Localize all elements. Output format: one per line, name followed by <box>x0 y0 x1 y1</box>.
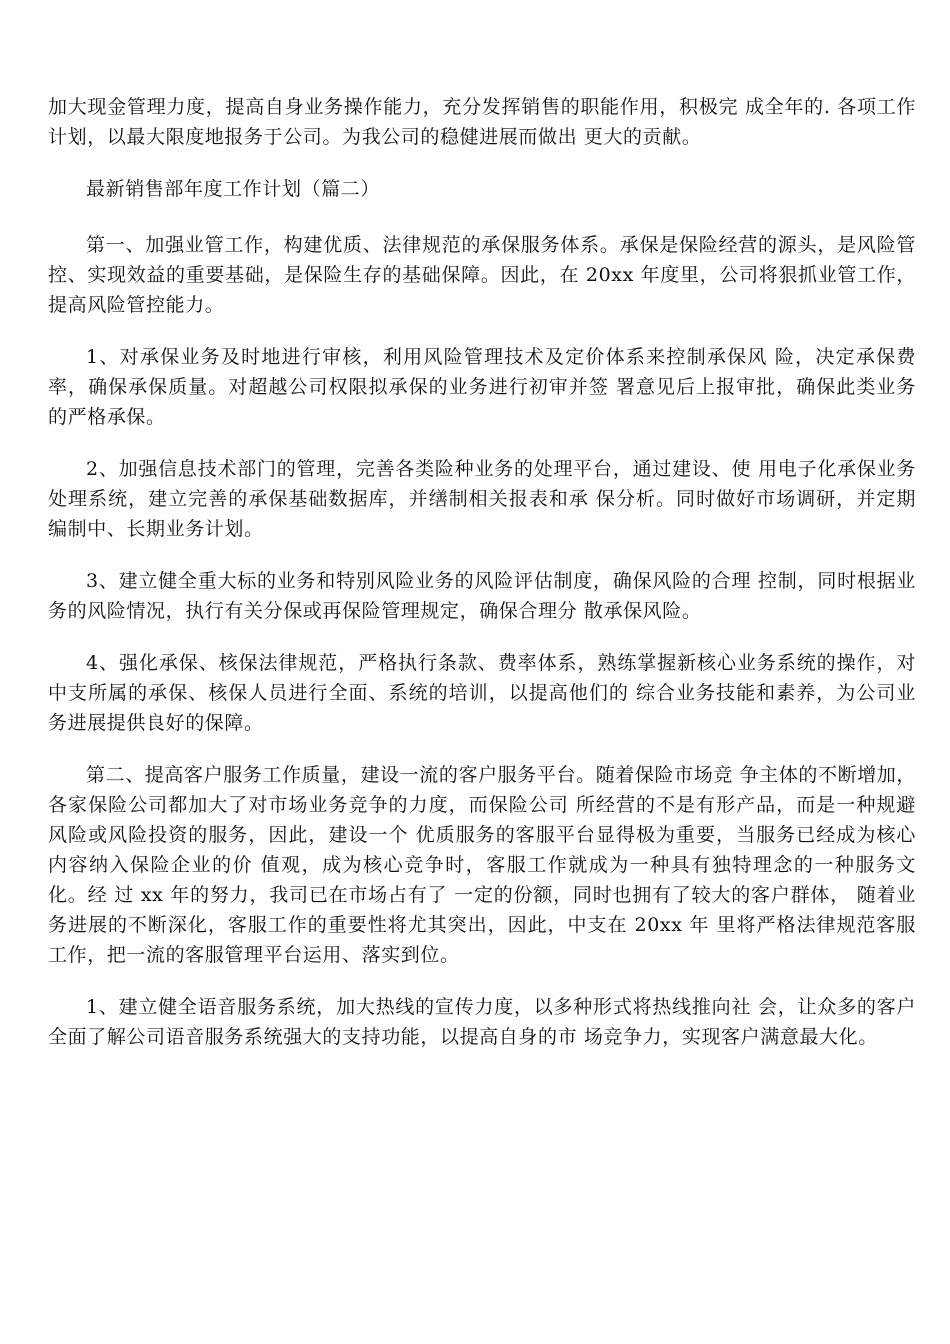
paragraph-item-3: 3、建立健全重大标的业务和特别风险业务的风险评估制度，确保风险的合理 控制，同时根据业务的风险情况，执行有关分保或再保险管理规定，确保合理分 散承保风险。 <box>48 570 916 622</box>
paragraph-part-two-item-1: 1、建立健全语音服务系统，加大热线的宣传力度，以多种形式将热线推向社 会，让众多的客户全面了解公司语音服务系统强大的支持功能，以提高自身的市 场竞争力，实现客户满意最大化。 <box>48 996 916 1048</box>
paragraph-item-2: 2、加强信息技术部门的管理，完善各类险种业务的处理平台，通过建设、使 用电子化承保业务处理系统，建立完善的承保基础数据库，并缮制相关报表和承 保分析。同时做好市场调研，并定期编制中、长期业务计划。 <box>48 458 916 540</box>
section-heading: 最新销售部年度工作计划（篇二） <box>86 178 381 200</box>
paragraph-item-4: 4、强化承保、核保法律规范，严格执行条款、费率体系，熟练掌握新核心业务系统的操作，对中支所属的承保、核保人员进行全面、系统的培训，以提高他们的 综合业务技能和素养，为公司业务进展提供良好的保障。 <box>48 652 916 734</box>
paragraph-part-one: 第一、加强业管工作，构建优质、法律规范的承保服务体系。承保是保险经营的源头，是风险管控、实现效益的重要基础，是保险生存的基础保障。因此，在 20xx 年度里，公司将狠抓业管工作，提高风险管控能力。 <box>48 234 916 316</box>
paragraph-item-1: 1、对承保业务及时地进行审核，利用风险管理技术及定价体系来控制承保风 险，决定承保费率，确保承保质量。对超越公司权限拟承保的业务进行初审并签 署意见后上报审批，确保此类业务的严格承保。 <box>48 346 916 428</box>
paragraph-continuation: 加大现金管理力度，提高自身业务操作能力，充分发挥销售的职能作用，积极完 成全年的. 各项工作计划，以最大限度地报务于公司。为我公司的稳健进展而做出 更大的贡献。 <box>48 96 916 148</box>
paragraph-part-two: 第二、提高客户服务工作质量，建设一流的客户服务平台。随着保险市场竞 争主体的不断增加，各家保险公司都加大了对市场业务竞争的力度，而保险公司 所经营的不是有形产品，而是一种规避风险或风险投资的服务，因此，建设一个 优质服务的客服平台显得极为重要，当服务已经成为核心内容纳入保险企业的价 值观，成为核心竞争时，客服工作就成为一种具有独特理念的一种服务文化。经 过 xx 年的努力，我司已在市场占有了 一定的份额，同时也拥有了较大的客户群体， 随着业务进展的不断深化，客服工作的重要性将尤其突出，因此，中支在 20xx 年 里将严格法律规范客服工作，把一流的客服管理平台运用、落实到位。 <box>48 764 916 966</box>
